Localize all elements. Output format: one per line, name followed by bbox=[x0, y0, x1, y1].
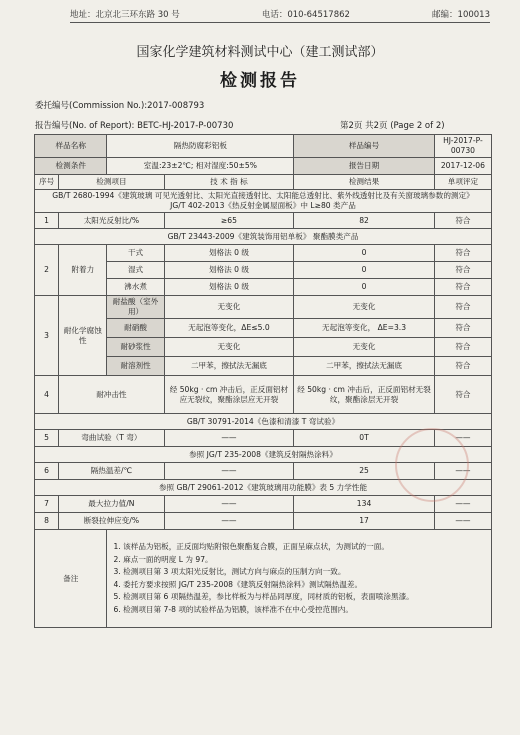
row-6-no: 6 bbox=[35, 463, 59, 480]
date-label: 报告日期 bbox=[294, 158, 435, 175]
row-2-judge: 符合 bbox=[434, 279, 491, 296]
standard-1-text: GB/T 2680-1994《建筑玻璃 可见光透射比、太阳光直接透射比、太阳能总透射比、紫外线透射比及有关窗玻璃参数的测定》 bbox=[52, 191, 474, 200]
row-3-index: 无变化 bbox=[164, 338, 294, 357]
row-3-sub: 耐盐酸（室外用） bbox=[107, 296, 164, 319]
col-judge: 单项评定 bbox=[434, 175, 491, 190]
sample-name-label: 样品名称 bbox=[35, 135, 107, 158]
row-2-index: 划格法 0 级 bbox=[164, 245, 294, 262]
row-1-item: 太阳光反射比/% bbox=[59, 213, 164, 229]
row-2-no: 2 bbox=[35, 245, 59, 296]
row-5-index: —— bbox=[164, 430, 294, 447]
row-1-no: 1 bbox=[35, 213, 59, 229]
row-2-result: 0 bbox=[294, 279, 435, 296]
page-info: 第2页 共2页 (Page 2 of 2) bbox=[340, 121, 445, 131]
row-2-judge: 符合 bbox=[434, 245, 491, 262]
col-result: 检测结果 bbox=[294, 175, 435, 190]
row-3-result: 二甲苯，擦拭法无漏底 bbox=[294, 357, 435, 376]
notes-cell bbox=[107, 530, 492, 628]
condition: 室温:23±2℃; 相对湿度:50±5% bbox=[107, 158, 294, 175]
row-6-index: —— bbox=[164, 463, 294, 480]
sample-no: HJ-2017-P-00730 bbox=[434, 135, 491, 158]
postcode: 邮编：100013 bbox=[432, 10, 490, 20]
row-5-result: 0T bbox=[294, 430, 435, 447]
row-7-judge: —— bbox=[434, 496, 491, 513]
row-3-sub: 耐砂浆性 bbox=[107, 338, 164, 357]
standard-5: 参照 GB/T 29061-2012《建筑玻璃用功能膜》表 5 力学性能 bbox=[35, 480, 492, 496]
row-3-judge: 符合 bbox=[434, 319, 491, 338]
row-3-result: 无变化 bbox=[294, 296, 435, 319]
row-2-index: 划格法 0 级 bbox=[164, 279, 294, 296]
row-8-index: —— bbox=[164, 513, 294, 530]
standard-4: 参照 JG/T 235-2008《建筑反射隔热涂料》 bbox=[35, 447, 492, 463]
row-3-no: 3 bbox=[35, 296, 59, 376]
note-line: 5. 检测项目第 6 项隔热温差，参比样板为与样品同厚度，同材质的铝板，表面喷涂黑漆。 bbox=[113, 592, 414, 601]
row-5-judge: —— bbox=[434, 430, 491, 447]
row-2-result: 0 bbox=[294, 262, 435, 279]
col-item: 检测项目 bbox=[59, 175, 164, 190]
col-index: 技 术 指 标 bbox=[164, 175, 294, 190]
row-3-result: 无变化 bbox=[294, 338, 435, 357]
report-date: 2017-12-06 bbox=[434, 158, 491, 175]
row-2-result: 0 bbox=[294, 245, 435, 262]
address: 地址：北京北三环东路 30 号 bbox=[70, 10, 180, 20]
commission-no: 委托编号(Commission No.):2017-008793 bbox=[35, 101, 205, 111]
notes-label: 备注 bbox=[35, 530, 107, 628]
note-line: 4. 委托方要求按照 JG/T 235-2008《建筑反射隔热涂料》测试隔热温差。 bbox=[113, 579, 363, 589]
row-3-sub: 耐硝酸 bbox=[107, 319, 164, 338]
note-line: 3. 检测项目第 3 项太阳光反射比，测试方向与麻点的压制方向一致。 bbox=[113, 567, 346, 576]
results-table bbox=[34, 134, 492, 628]
seal-stamp bbox=[395, 428, 469, 502]
note-line: 6. 检测项目第 7-8 项的试验样品为铝膜，该样准不在中心受控范围内。 bbox=[113, 604, 353, 614]
row-2-sub: 沸水煮 bbox=[107, 279, 164, 296]
report-no: 报告编号(No. of Report): BETC-HJ-2017-P-00730 bbox=[35, 121, 234, 131]
row-3-judge: 符合 bbox=[434, 338, 491, 357]
row-4-index: 经 50kg · cm 冲击后，正反面铝材应无裂纹，聚酯涂层应无开裂 bbox=[164, 376, 294, 414]
col-no: 序号 bbox=[35, 175, 59, 190]
row-4-judge: 符合 bbox=[434, 376, 491, 414]
row-1-index: ≥65 bbox=[164, 213, 294, 229]
header-line bbox=[70, 8, 490, 23]
row-4-no: 4 bbox=[35, 376, 59, 414]
row-2-sub: 干式 bbox=[107, 245, 164, 262]
row-8-judge: —— bbox=[434, 513, 491, 530]
note-line: 2. 麻点一面的明度 L 为 97。 bbox=[113, 554, 213, 564]
sample-name: 隔热防腐彩铝板 bbox=[107, 135, 294, 158]
row-8-item: 断裂拉伸应变/% bbox=[59, 513, 164, 530]
standard-2: GB/T 23443-2009《建筑装饰用铝单板》 聚酯膜类产品 bbox=[35, 229, 492, 245]
center-name: 国家化学建筑材料测试中心（建工测试部） bbox=[136, 45, 384, 60]
standard-1b-text: JG/T 402-2013《热反射金属屋面板》中 L≥80 类产品 bbox=[170, 201, 356, 210]
row-1-judge: 符合 bbox=[434, 213, 491, 229]
row-4-item: 耐冲击性 bbox=[59, 376, 164, 414]
row-5-item: 弯曲试验（T 弯） bbox=[59, 430, 164, 447]
row-2-judge: 符合 bbox=[434, 262, 491, 279]
row-8-no: 8 bbox=[35, 513, 59, 530]
row-3-judge: 符合 bbox=[434, 357, 491, 376]
condition-label: 检测条件 bbox=[35, 158, 107, 175]
standard-3: GB/T 30791-2014《色漆和清漆 T 弯试验》 bbox=[35, 414, 492, 430]
note-line: 1. 该样品为铝板，正反面均贴附银色聚酯复合膜，正面呈麻点状，为测试的一面。 bbox=[113, 542, 389, 551]
phone: 电话：010-64517862 bbox=[261, 10, 350, 20]
row-3-result: 无起泡等变化， ΔE=3.3 bbox=[294, 319, 435, 338]
row-4-result: 经 50kg · cm 冲击后，正反面铝材无裂纹，聚酯涂层无开裂 bbox=[294, 376, 435, 414]
sample-no-label: 样品编号 bbox=[294, 135, 435, 158]
row-7-index: —— bbox=[164, 496, 294, 513]
row-2-index: 划格法 0 级 bbox=[164, 262, 294, 279]
row-7-item: 最大拉力值/N bbox=[59, 496, 164, 513]
row-5-no: 5 bbox=[35, 430, 59, 447]
row-3-index: 无起泡等变化，ΔE≤5.0 bbox=[164, 319, 294, 338]
row-6-result: 25 bbox=[294, 463, 435, 480]
row-8-result: 17 bbox=[294, 513, 435, 530]
standard-1 bbox=[35, 190, 492, 213]
row-2-item: 附着力 bbox=[59, 245, 107, 296]
row-3-item: 耐化学腐蚀性 bbox=[59, 296, 107, 376]
row-6-item: 隔热温差/℃ bbox=[59, 463, 164, 480]
row-2-sub: 湿式 bbox=[107, 262, 164, 279]
row-3-index: 无变化 bbox=[164, 296, 294, 319]
row-7-no: 7 bbox=[35, 496, 59, 513]
row-3-judge: 符合 bbox=[434, 296, 491, 319]
row-1-result: 82 bbox=[294, 213, 435, 229]
row-6-judge: —— bbox=[434, 463, 491, 480]
report-title: 检测报告 bbox=[220, 71, 300, 91]
row-7-result: 134 bbox=[294, 496, 435, 513]
row-3-index: 二甲苯，擦拭法无漏底 bbox=[164, 357, 294, 376]
row-3-sub: 耐溶剂性 bbox=[107, 357, 164, 376]
